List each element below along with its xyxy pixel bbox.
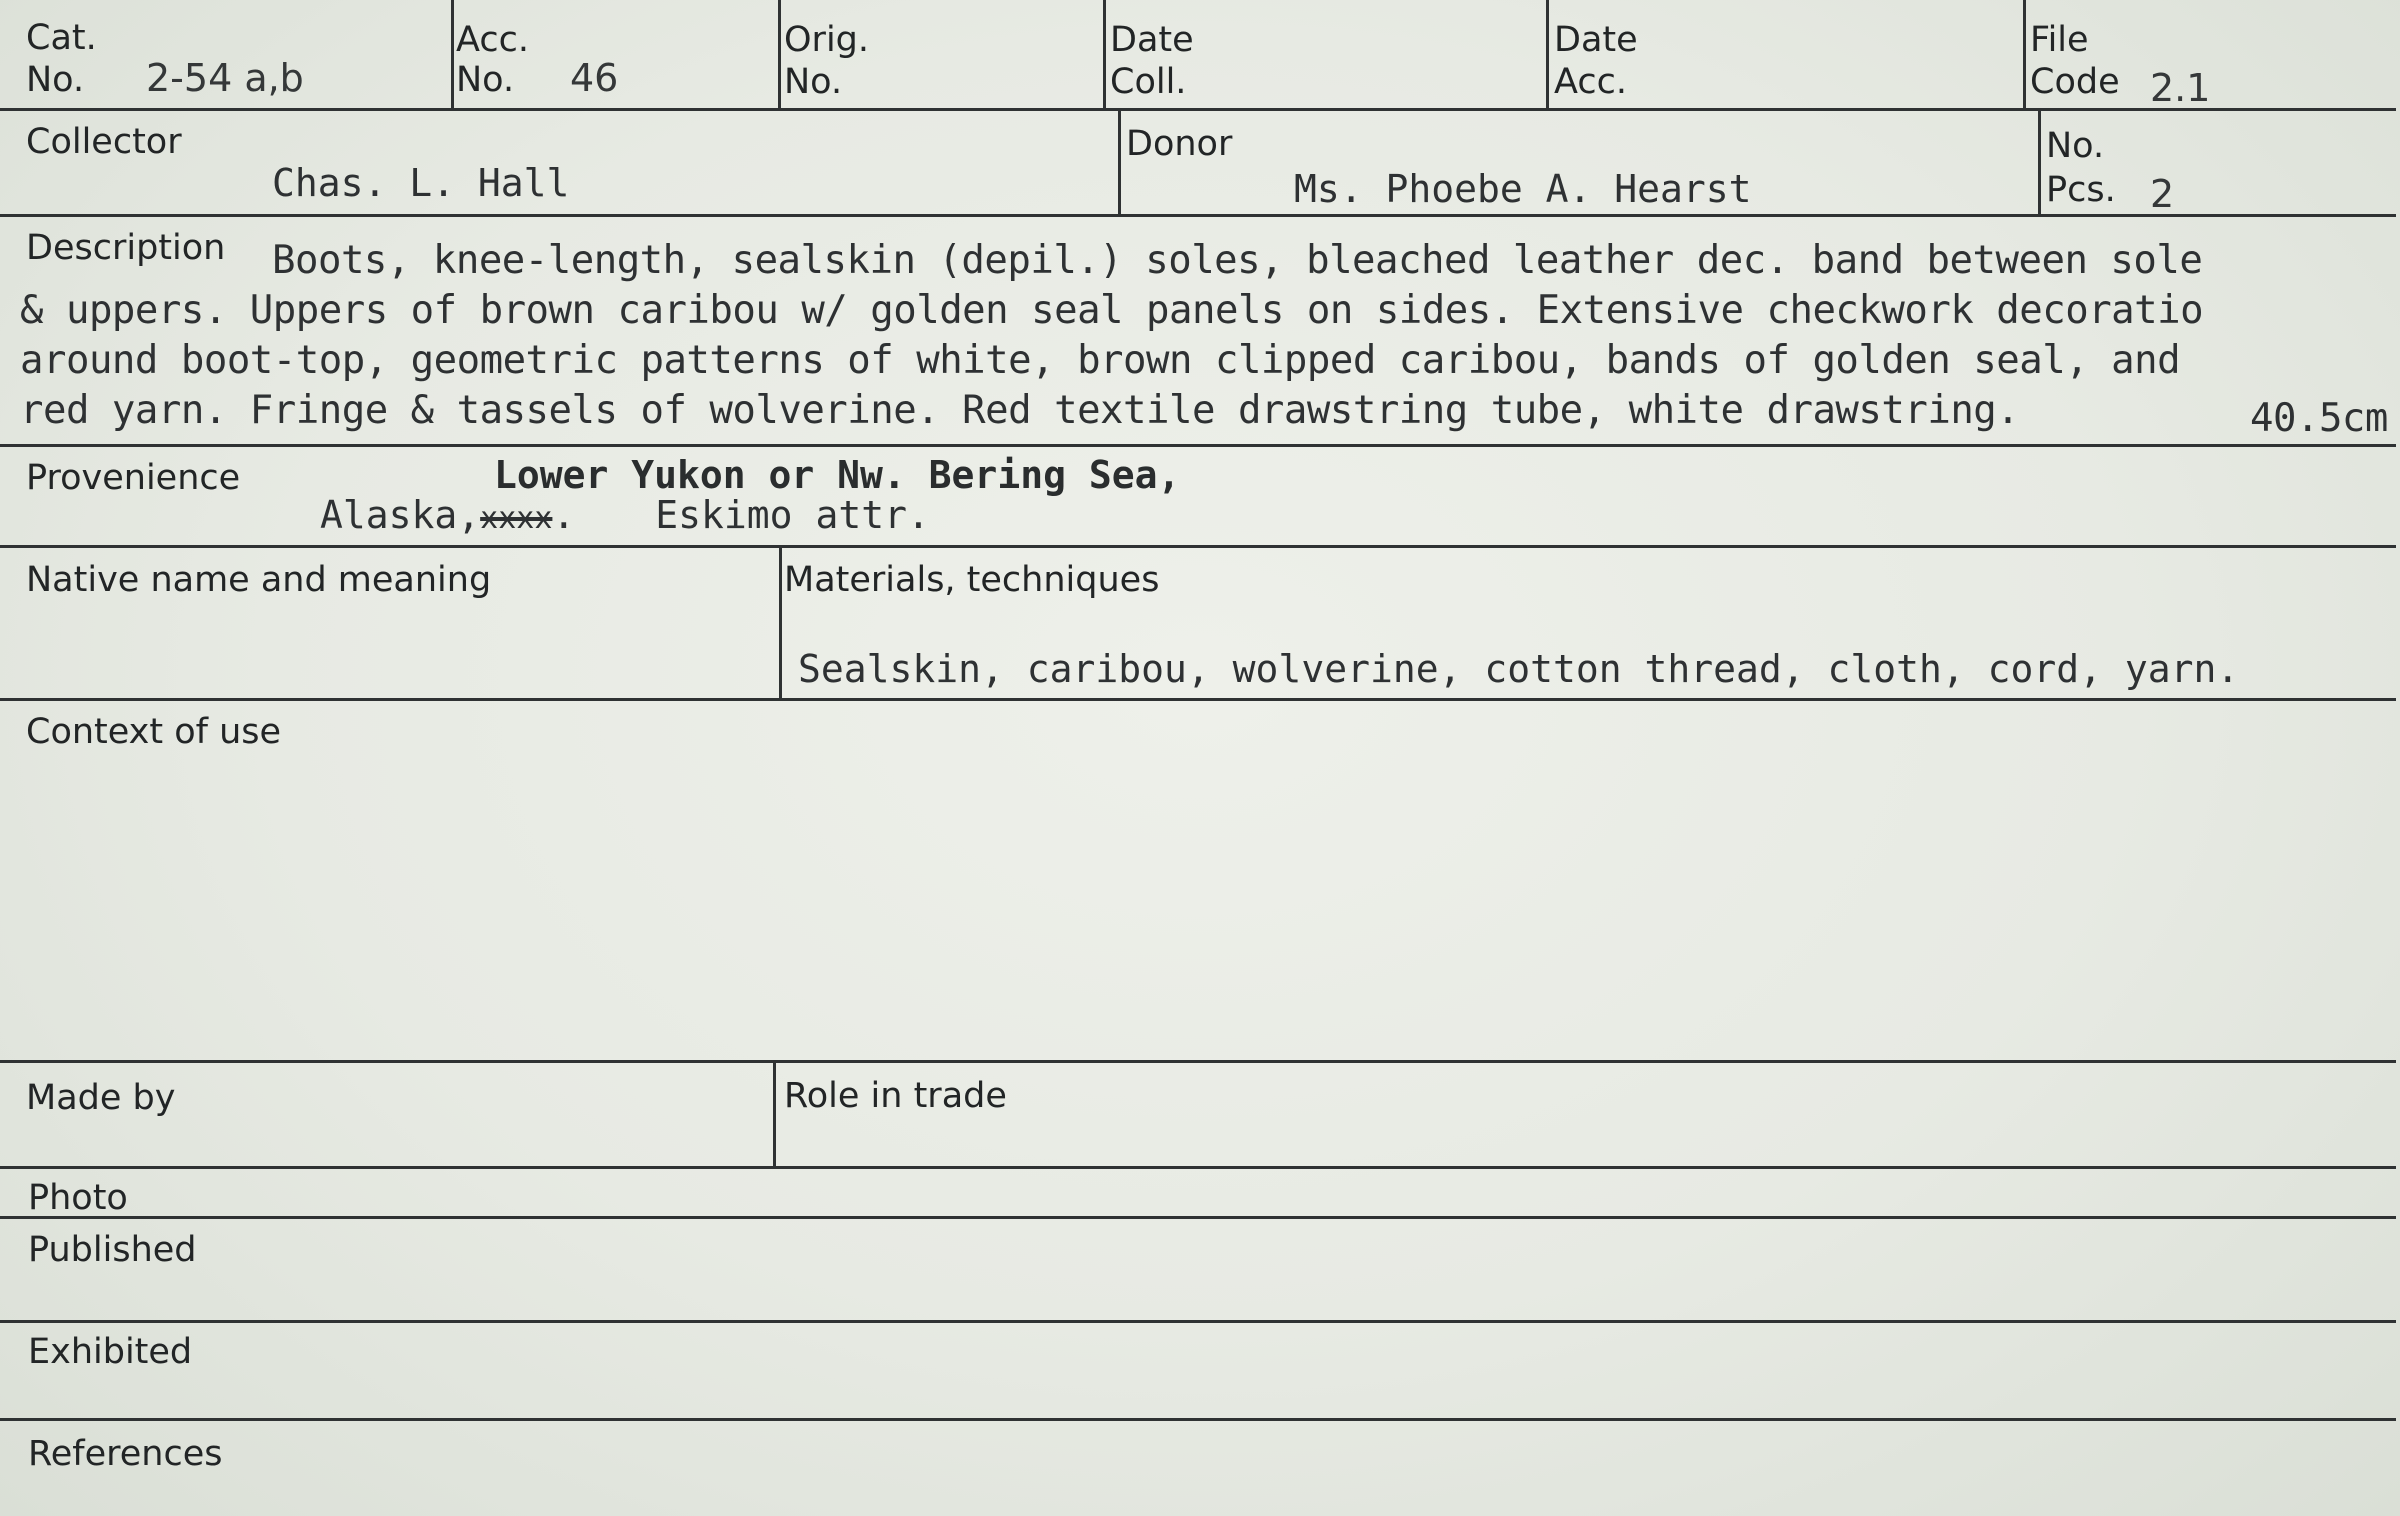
orig-label-1: Orig. bbox=[784, 20, 870, 60]
cat-value: 2-54 a,b bbox=[146, 56, 304, 100]
rule-collector-v2 bbox=[2038, 108, 2041, 216]
cat-label-1: Cat. bbox=[26, 18, 97, 58]
materials-label: Materials, techniques bbox=[784, 560, 1160, 600]
rule-context-bottom bbox=[0, 1060, 2396, 1063]
made-by-label: Made by bbox=[26, 1078, 176, 1118]
provenience-label: Provenience bbox=[26, 458, 241, 498]
provenience-period: . bbox=[552, 493, 576, 537]
published-label: Published bbox=[28, 1230, 197, 1270]
rule-provenience-bottom bbox=[0, 545, 2396, 548]
pcs-label-2: Pcs. bbox=[2046, 170, 2116, 210]
file-code-value: 2.1 bbox=[2150, 66, 2211, 110]
description-line-2: & uppers. Uppers of brown caribou w/ golden seal panels on sides. Extensive checkwork decoratio bbox=[20, 288, 2204, 333]
rule-photo-bottom bbox=[0, 1216, 2396, 1219]
description-line-3: around boot-top, geometric patterns of white, brown clipped caribou, bands of golden seal, and bbox=[20, 338, 2181, 383]
date-acc-label-2: Acc. bbox=[1554, 62, 1627, 102]
provenience-line-1: Lower Yukon or Nw. Bering Sea, bbox=[494, 453, 1181, 497]
provenience-eskimo: Eskimo attr. bbox=[655, 493, 930, 537]
pcs-label-1: No. bbox=[2046, 126, 2105, 166]
rule-collector-bottom bbox=[0, 214, 2396, 217]
rule-header-bottom bbox=[0, 108, 2396, 111]
rule-madeby-bottom bbox=[0, 1166, 2396, 1169]
rule-collector-v1 bbox=[1118, 108, 1121, 216]
collector-value: Chas. L. Hall bbox=[272, 161, 570, 205]
materials-value: Sealskin, caribou, wolverine, cotton thread, cloth, cord, yarn. bbox=[798, 647, 2240, 691]
description-label: Description bbox=[26, 228, 226, 268]
description-size: 40.5cm bbox=[2250, 396, 2388, 441]
file-label-1: File bbox=[2030, 20, 2089, 60]
native-name-label: Native name and meaning bbox=[26, 560, 492, 600]
rule-materials-bottom bbox=[0, 698, 2396, 701]
rule-header-v5 bbox=[2023, 0, 2026, 110]
role-in-trade-label: Role in trade bbox=[784, 1076, 1007, 1116]
rule-exhibited-bottom bbox=[0, 1418, 2396, 1421]
cat-label-2: No. bbox=[26, 60, 85, 100]
provenience-struck-out: xxxx bbox=[480, 501, 553, 536]
donor-label: Donor bbox=[1126, 124, 1233, 164]
references-label: References bbox=[28, 1434, 223, 1474]
rule-native-materials-v bbox=[779, 545, 782, 700]
pcs-value: 2 bbox=[2150, 172, 2175, 216]
context-label: Context of use bbox=[26, 712, 282, 752]
provenience-alaska: Alaska, bbox=[320, 493, 481, 537]
photo-label: Photo bbox=[28, 1178, 128, 1218]
orig-label-2: No. bbox=[784, 62, 843, 102]
description-line-1: Boots, knee-length, sealskin (depil.) soles, bleached leather dec. band between sole bbox=[272, 238, 2203, 283]
acc-label-1: Acc. bbox=[456, 20, 529, 60]
donor-value: Ms. Phoebe A. Hearst bbox=[1294, 167, 1752, 211]
rule-header-v3 bbox=[1103, 0, 1106, 110]
date-coll-label-2: Coll. bbox=[1110, 62, 1187, 102]
rule-header-v1 bbox=[451, 0, 454, 110]
date-coll-label-1: Date bbox=[1110, 20, 1194, 60]
provenience-line-2 bbox=[320, 492, 930, 542]
date-acc-label-1: Date bbox=[1554, 20, 1638, 60]
acc-value: 46 bbox=[570, 56, 619, 100]
rule-published-bottom bbox=[0, 1320, 2396, 1323]
description-line-4: red yarn. Fringe & tassels of wolverine. Red textile drawstring tube, white drawstring. bbox=[20, 388, 2020, 433]
file-label-2: Code bbox=[2030, 62, 2120, 102]
exhibited-label: Exhibited bbox=[28, 1332, 193, 1372]
rule-header-v2 bbox=[778, 0, 781, 110]
rule-header-v4 bbox=[1546, 0, 1549, 110]
rule-madeby-role-v bbox=[773, 1060, 776, 1168]
rule-description-bottom bbox=[0, 444, 2396, 447]
acc-label-2: No. bbox=[456, 60, 515, 100]
collector-label: Collector bbox=[26, 122, 182, 162]
